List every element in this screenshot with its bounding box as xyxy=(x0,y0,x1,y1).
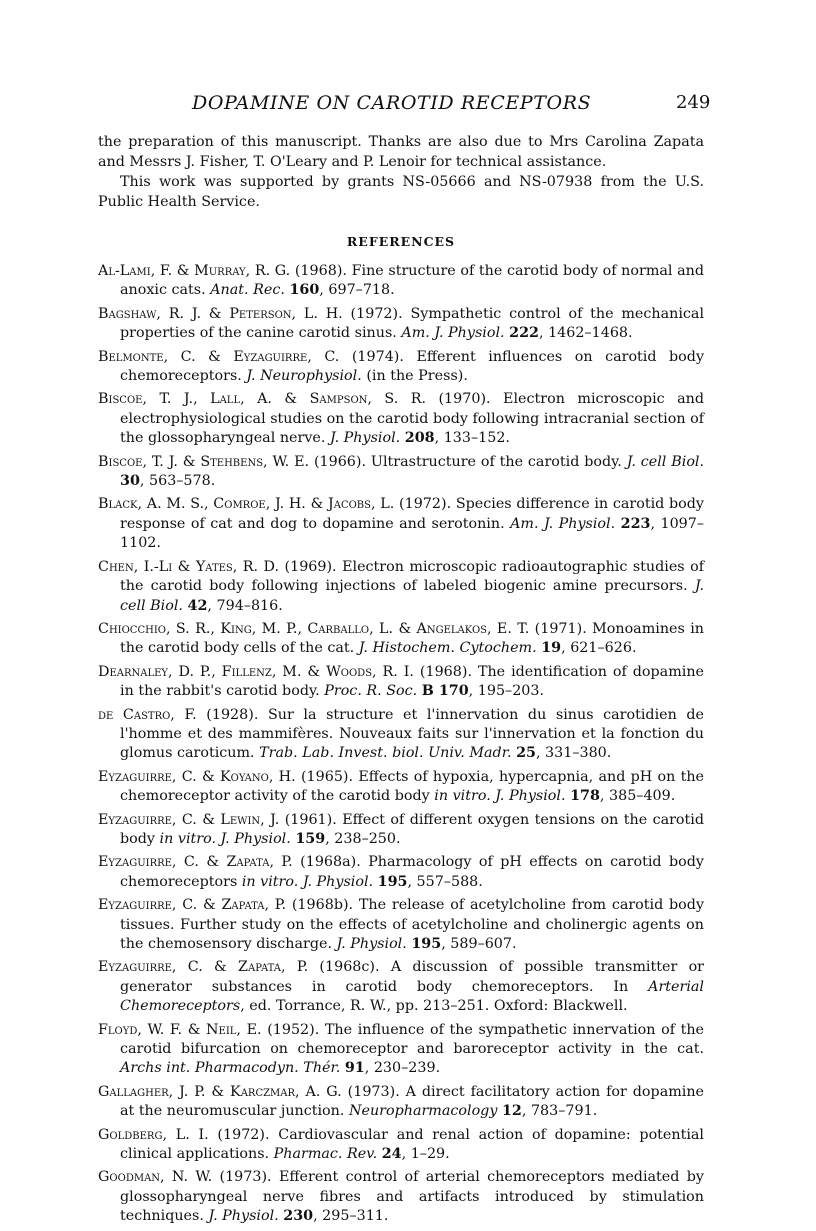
reference-year: (1965). xyxy=(300,768,354,785)
reference-item xyxy=(98,453,704,492)
reference-year: (1966). xyxy=(313,453,367,470)
reference-title: Cardiovascular and renal action of dopamine: potential clinical applications. xyxy=(120,1126,705,1163)
reference-pages: , 697–718. xyxy=(319,282,395,299)
page-number: 249 xyxy=(676,92,711,113)
reference-journal: J. Physiol. xyxy=(490,788,566,805)
reference-year: (1974). xyxy=(351,348,404,365)
reference-journal: Proc. R. Soc. xyxy=(324,683,418,700)
reference-year: (1969). xyxy=(284,558,337,575)
reference-journal: Archs int. Pharmacodyn. Thér. xyxy=(120,1060,341,1077)
reference-title: Sur la structure et l'innervation du sinus carotidien de l'homme et des mammifères. Nouveaux faits sur l'innervation et la fonction du glomus caroticum. xyxy=(120,706,705,762)
reference-title: Sympathetic control of the mechanical properties of the canine carotid sinus. xyxy=(120,305,705,342)
reference-pages: , 563–578. xyxy=(139,473,216,490)
page-body xyxy=(98,132,704,1231)
reference-title: A discussion of possible transmitter or generator substances in carotid body chemoreceptors. In xyxy=(120,959,705,995)
reference-item xyxy=(98,958,704,1016)
reference-journal: J. Physiol. xyxy=(216,830,291,847)
reference-pages: , 238–250. xyxy=(325,830,401,847)
reference-title: Species difference in carotid body response of cat and dog to dopamine and serotonin. xyxy=(120,496,704,532)
reference-volume: 19 xyxy=(541,640,562,657)
reference-year: (1973). xyxy=(219,1169,272,1186)
reference-volume: 195 xyxy=(411,936,442,952)
reference-volume: 91 xyxy=(344,1060,365,1077)
reference-pages: , 133–152. xyxy=(434,430,510,447)
reference-title: The identification of dopamine in the rabbit's carotid body. xyxy=(120,663,704,700)
reference-authors: Eyzaguirre, C. & Koyano, H. xyxy=(98,768,296,785)
reference-journal: J. Physiol. xyxy=(336,936,407,952)
reference-pages: , 621–626. xyxy=(561,640,637,657)
reference-pages: , 195–203. xyxy=(468,683,545,700)
reference-journal: J. Histochem. Cytochem. xyxy=(358,640,537,657)
reference-pages: , 385–409. xyxy=(599,788,676,805)
reference-title: Effects of hypoxia, hypercapnia, and pH on the chemoreceptor activity of the carotid body xyxy=(120,768,705,805)
reference-title: Efferent influences on carotid body chemoreceptors. xyxy=(120,348,705,385)
reference-year: (1968a). xyxy=(300,854,361,871)
reference-title: Electron microscopic radioautographic studies of the carotid body following injections of labeled biogenic amine precursors. xyxy=(120,558,704,595)
reference-authors: Chiocchio, S. R., King, M. P., Carballo, L. & Angelakos, E. T. xyxy=(98,620,530,637)
reference-authors: Goldberg, L. I. xyxy=(98,1126,209,1143)
reference-title: The release of acetylcholine from carotid body tissues. Further study on the effects of acetylcholine and cholinergic agents on the chemosensory discharge. xyxy=(120,897,705,952)
reference-journal: J. Physiol. xyxy=(208,1208,279,1225)
reference-authors: Floyd, W. F. & Neil, E. xyxy=(98,1021,262,1038)
reference-item xyxy=(98,620,704,659)
reference-authors: Belmonte, C. & Eyzaguirre, C. xyxy=(98,348,340,365)
reference-journal: J. cell Biol. xyxy=(626,453,705,470)
reference-title: Electron microscopic and electrophysiological studies on the carotid body following intracranial section of the glossopharyngeal nerve. xyxy=(120,391,704,447)
running-title: DOPAMINE ON CAROTID RECEPTORS xyxy=(192,92,592,114)
reference-journal: J. Physiol. xyxy=(329,430,401,447)
reference-title-italic: Arterial Chemoreceptors xyxy=(120,978,704,1015)
reference-volume: 222 xyxy=(509,325,539,342)
reference-year: (1972). xyxy=(217,1126,270,1143)
reference-item xyxy=(98,1021,704,1079)
page-header xyxy=(0,92,816,122)
reference-journal: Am. J. Physiol. xyxy=(401,325,505,342)
reference-authors: Eyzaguirre, C. & Lewin, J. xyxy=(98,811,280,828)
reference-pages: , 1097–1102. xyxy=(120,515,705,552)
reference-list xyxy=(98,262,704,1227)
reference-item xyxy=(98,348,704,387)
reference-title-italic: in vitro. xyxy=(237,873,299,890)
reference-authors: Chen, I.-Li & Yates, R. D. xyxy=(98,558,280,575)
reference-authors: Eyzaguirre, C. & Zapata, P. xyxy=(98,897,287,914)
reference-title: Ultrastructure of the carotid body. xyxy=(370,453,622,470)
reference-item xyxy=(98,663,704,702)
reference-volume: 30 xyxy=(120,473,140,490)
reference-authors: de Castro, F. xyxy=(98,706,197,723)
reference-year: (1928). xyxy=(206,706,259,723)
reference-volume: 24 xyxy=(381,1146,402,1163)
reference-year: (1971). xyxy=(534,620,587,637)
reference-journal: Am. J. Physiol. xyxy=(510,515,616,532)
reference-item xyxy=(98,1168,704,1226)
reference-title: A direct facilitatory action for dopamine at the neuromuscular junction. xyxy=(120,1083,705,1120)
reference-year: (1968). xyxy=(294,263,347,279)
reference-pages: , 557–588. xyxy=(407,873,483,890)
reference-journal: Pharmac. Rev. xyxy=(273,1146,378,1163)
reference-title-italic: in vitro. xyxy=(155,830,216,847)
reference-title: Pharmacology of pH effects on carotid body chemoreceptors xyxy=(120,854,704,890)
reference-title: Efferent control of arterial chemoreceptors mediated by glossopharyngeal nerve fibres and artifacts introduced by stimulation techniques. xyxy=(120,1169,704,1225)
reference-authors: Eyzaguirre, C. & Zapata, P. xyxy=(98,959,309,976)
reference-item xyxy=(98,706,704,764)
reference-title: Effect of different oxygen tensions on the carotid body xyxy=(120,811,705,847)
reference-volume: 208 xyxy=(404,430,435,447)
reference-volume: 12 xyxy=(501,1103,522,1120)
funding-paragraph: This work was supported by grants NS-05666 and NS-07938 from the U.S. Public Health Service. xyxy=(98,174,704,210)
reference-volume: 230 xyxy=(283,1208,314,1225)
reference-year: (1972). xyxy=(399,496,452,513)
reference-authors: Biscoe, T. J., Lall, A. & Sampson, S. R. xyxy=(98,391,427,408)
reference-journal: J. Physiol. xyxy=(298,873,374,890)
reference-item xyxy=(98,305,704,344)
reference-journal: Neuropharmacology xyxy=(348,1103,498,1120)
reference-volume: 195 xyxy=(377,873,408,890)
reference-authors: Al-Lami, F. & Murray, R. G. xyxy=(98,263,291,279)
reference-pages: , ed. Torrance, R. W., pp. 213–251. Oxford: Blackwell. xyxy=(240,998,628,1015)
reference-authors: Dearnaley, D. P., Fillenz, M. & Woods, R. I. xyxy=(98,663,414,680)
reference-authors: Eyzaguirre, C. & Zapata, P. xyxy=(98,854,293,871)
reference-year: (1968b). xyxy=(291,897,354,914)
reference-volume: 159 xyxy=(295,830,326,847)
reference-pages: , 1–29. xyxy=(401,1146,450,1163)
reference-year: (1952). xyxy=(267,1021,320,1038)
reference-volume: 25 xyxy=(516,745,536,762)
reference-title: The influence of the sympathetic innervation of the carotid bifurcation on chemoreceptor and baroreceptor activity in the cat. xyxy=(120,1021,705,1058)
reference-volume: 160 xyxy=(289,282,320,299)
reference-journal: Anat. Rec. xyxy=(210,282,285,299)
reference-pages: , 295–311. xyxy=(313,1208,389,1225)
reference-item xyxy=(98,811,704,850)
reference-year: (1968). xyxy=(419,663,472,680)
reference-journal: J. cell Biol. xyxy=(120,578,704,614)
reference-volume: 42 xyxy=(187,597,208,614)
reference-authors: Black, A. M. S., Comroe, J. H. & Jacobs, L. xyxy=(98,496,395,513)
reference-item xyxy=(98,390,704,448)
reference-item xyxy=(98,1083,704,1122)
reference-title: Monoamines in the carotid body cells of the cat. xyxy=(120,620,705,657)
reference-pages: , 783–791. xyxy=(521,1103,598,1120)
reference-item xyxy=(98,558,704,616)
reference-title: Fine structure of the carotid body of normal and anoxic cats. xyxy=(120,263,705,299)
reference-item xyxy=(98,495,704,553)
reference-journal: J. Neurophysiol. xyxy=(246,368,362,385)
reference-year: (1961). xyxy=(284,811,337,828)
reference-authors: Biscoe, T. J. & Stehbens, W. E. xyxy=(98,453,310,470)
reference-volume: 178 xyxy=(570,788,600,805)
references-heading: REFERENCES xyxy=(346,234,456,249)
reference-pages: , 794–816. xyxy=(207,597,283,614)
reference-title-italic: in vitro. xyxy=(429,788,491,805)
reference-item xyxy=(98,1126,704,1165)
acknowledgement-paragraph: the preparation of this manuscript. Thanks are also due to Mrs Carolina Zapata and Messrs J. Fisher, T. O'Leary and P. Lenoir for technical assistance. xyxy=(98,134,704,170)
reference-pages: , 1462–1468. xyxy=(539,325,633,342)
reference-authors: Gallagher, J. P. & Karczmar, A. G. xyxy=(98,1083,342,1100)
reference-item xyxy=(98,768,704,807)
reference-journal: Trab. Lab. Invest. biol. Univ. Madr. xyxy=(259,745,512,762)
reference-authors: Goodman, N. W. xyxy=(98,1169,213,1186)
reference-volume: 223 xyxy=(620,515,651,532)
reference-item xyxy=(98,853,704,892)
reference-year: (1968c). xyxy=(319,959,380,976)
reference-item xyxy=(98,896,704,954)
reference-authors: Bagshaw, R. J. & Peterson, L. H. xyxy=(98,305,343,322)
reference-year: (1973). xyxy=(347,1083,400,1100)
reference-volume: B 170 xyxy=(421,683,469,700)
reference-item xyxy=(98,262,704,301)
reference-pages: , 589–607. xyxy=(441,936,517,952)
reference-pages: , 331–380. xyxy=(535,745,612,762)
reference-pages: , 230–239. xyxy=(364,1060,441,1077)
reference-pages: (in the Press). xyxy=(361,368,468,385)
reference-year: (1970). xyxy=(438,391,491,408)
reference-year: (1972). xyxy=(350,305,403,322)
